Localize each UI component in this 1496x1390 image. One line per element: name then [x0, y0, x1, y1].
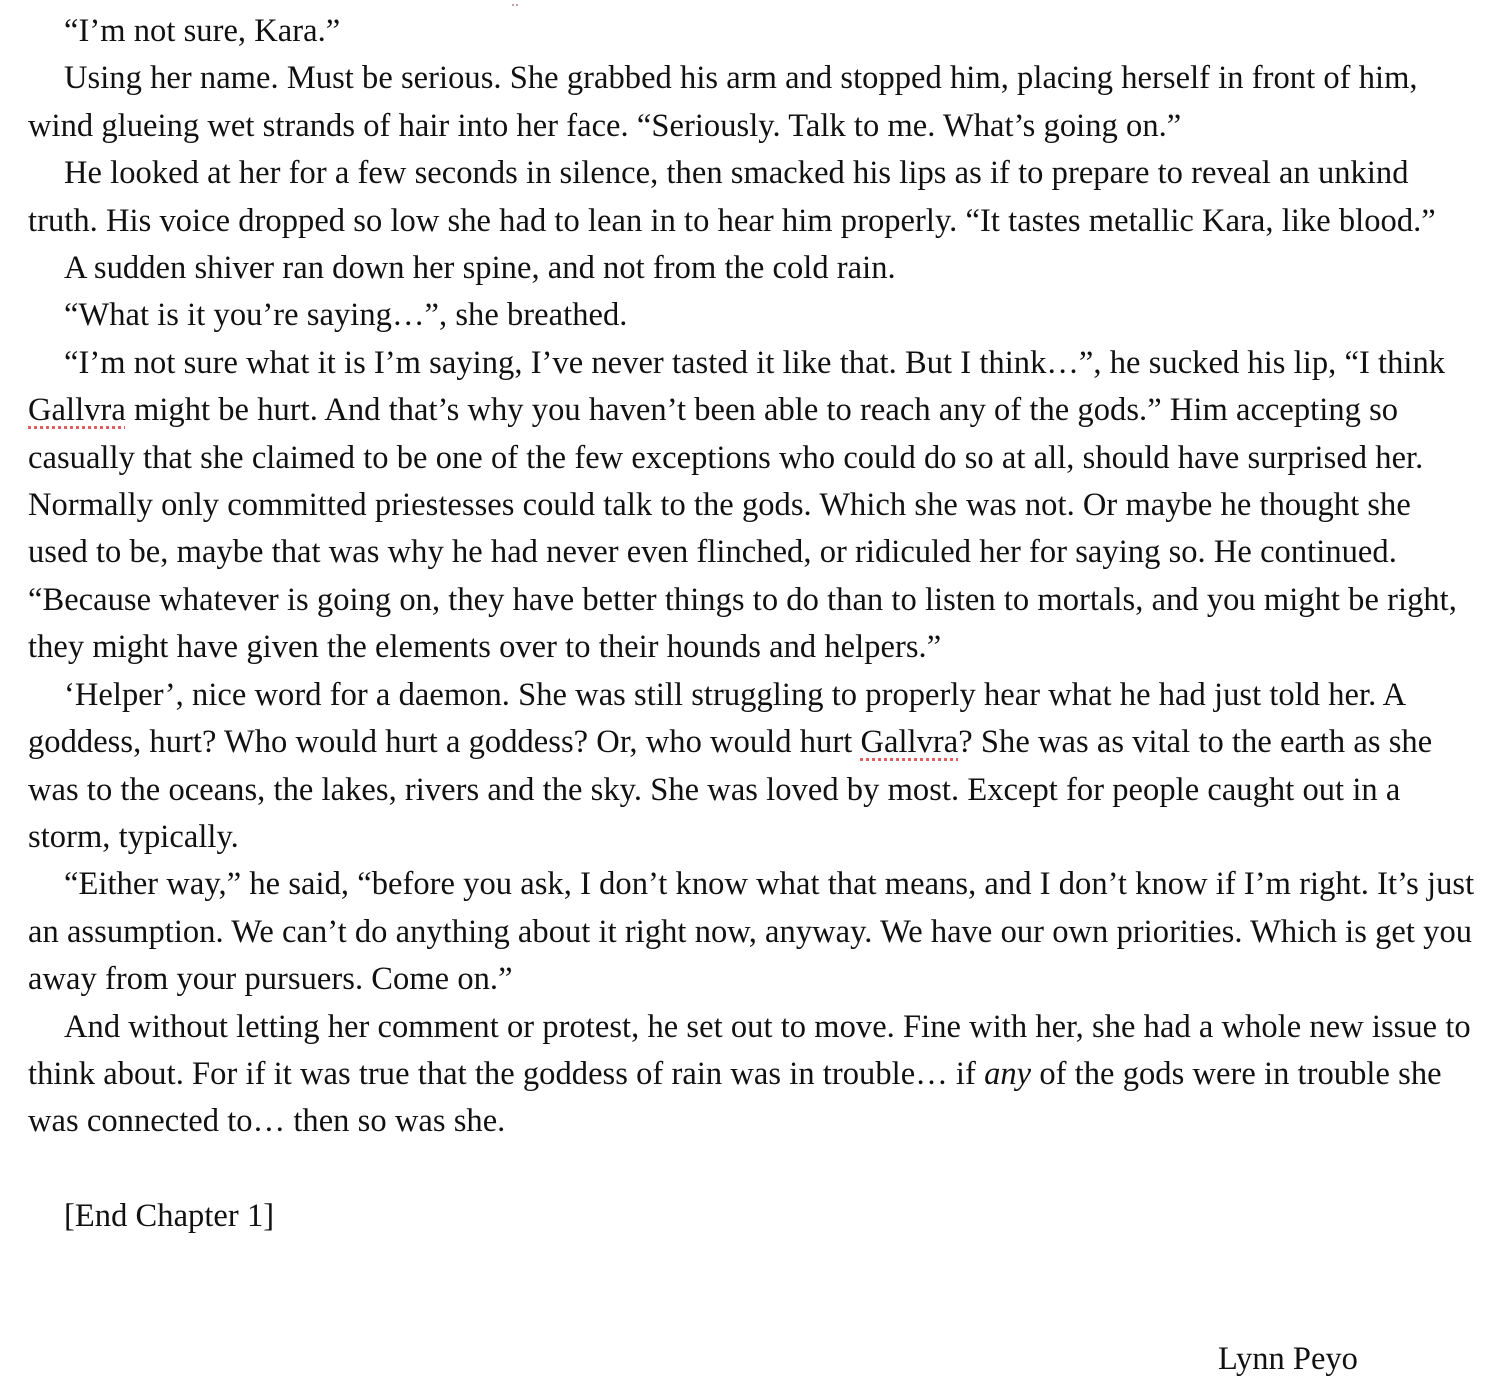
paragraph-5: “What is it you’re saying…”, she breathed.	[64, 297, 628, 334]
document-text-body[interactable]	[28, 8, 1478, 1241]
paragraph-2: Using her name. Must be serious. She grabbed his arm and stopped him, placing herself in front of him, wind glueing wet strands of hair into her face. “Seriously. Talk to me. What’s going on.”	[28, 60, 1418, 144]
emphasis-any: any	[984, 1055, 1032, 1092]
paragraph-7-text-after: ? She was as vital to the earth as she was to the oceans, the lakes, rivers and the sky. She was loved by most. Except for people caught out in a storm, typically.	[28, 724, 1433, 855]
paragraph-7-text-before: ‘Helper’, nice word for a daemon. She was still struggling to properly hear what he had just told her. A goddess, hurt? Who would hurt a goddess? Or, who would hurt	[28, 676, 1405, 761]
paragraph-1: “I’m not sure, Kara.”	[64, 13, 341, 49]
paragraph-6	[28, 340, 1478, 672]
paragraph-7	[28, 672, 1478, 862]
spellcheck-mark-fragment	[512, 0, 518, 6]
paragraph-8: “Either way,” he said, “before you ask, I don’t know what that means, and I don’t know if I’m right. It’s just an assumption. We can’t do anything about it right now, anyway. We have our own priorities. Which is get you away from your pursuers. Come on.”	[28, 866, 1475, 998]
paragraph-9	[28, 1004, 1478, 1146]
misspelled-word-gallvra[interactable]: Gallvra	[860, 724, 959, 761]
empty-line	[28, 1146, 1478, 1193]
author-name: Lynn Peyo	[1218, 1341, 1358, 1377]
paragraph-9-text-before: And without letting her comment or protest, he set out to move. Fine with her, she had a whole new issue to think about. For if it was true that the goddess of rain was in trouble… if	[28, 1008, 1471, 1092]
misspelled-word-gallvra[interactable]: Gallvra	[28, 392, 126, 429]
paragraph-4: A sudden shiver ran down her spine, and not from the cold rain.	[64, 250, 896, 287]
paragraph-3: He looked at her for a few seconds in silence, then smacked his lips as if to prepare to reveal an unkind truth. His voice dropped so low she had to lean in to hear him properly. “It tastes metallic Kara, like blood.”	[28, 155, 1436, 239]
end-chapter-marker: [End Chapter 1]	[64, 1198, 275, 1235]
cropped-previous-line	[0, 0, 1496, 8]
paragraph-6-text-after: might be hurt. And that’s why you haven’t been able to reach any of the gods.” Him accepting so casually that she claimed to be one of the few exceptions who could do so at all, should have surprised her. Normally only committed priestesses could talk to the gods. Which she was not. Or maybe he thought she used to be, maybe that was why he had never even flinched, or ridiculed her for saying so. He continued. “Because whatever is going on, they have better things to do than to listen to mortals, and you might be right, they might have given the elements over to their hounds and helpers.”	[28, 392, 1457, 666]
paragraph-9-text-after: of the gods were in trouble she was connected to… then so was she.	[28, 1055, 1442, 1140]
paragraph-6-text-before: “I’m not sure what it is I’m saying, I’ve never tasted it like that. But I think…”, he sucked his lip, “I think	[64, 344, 1446, 381]
